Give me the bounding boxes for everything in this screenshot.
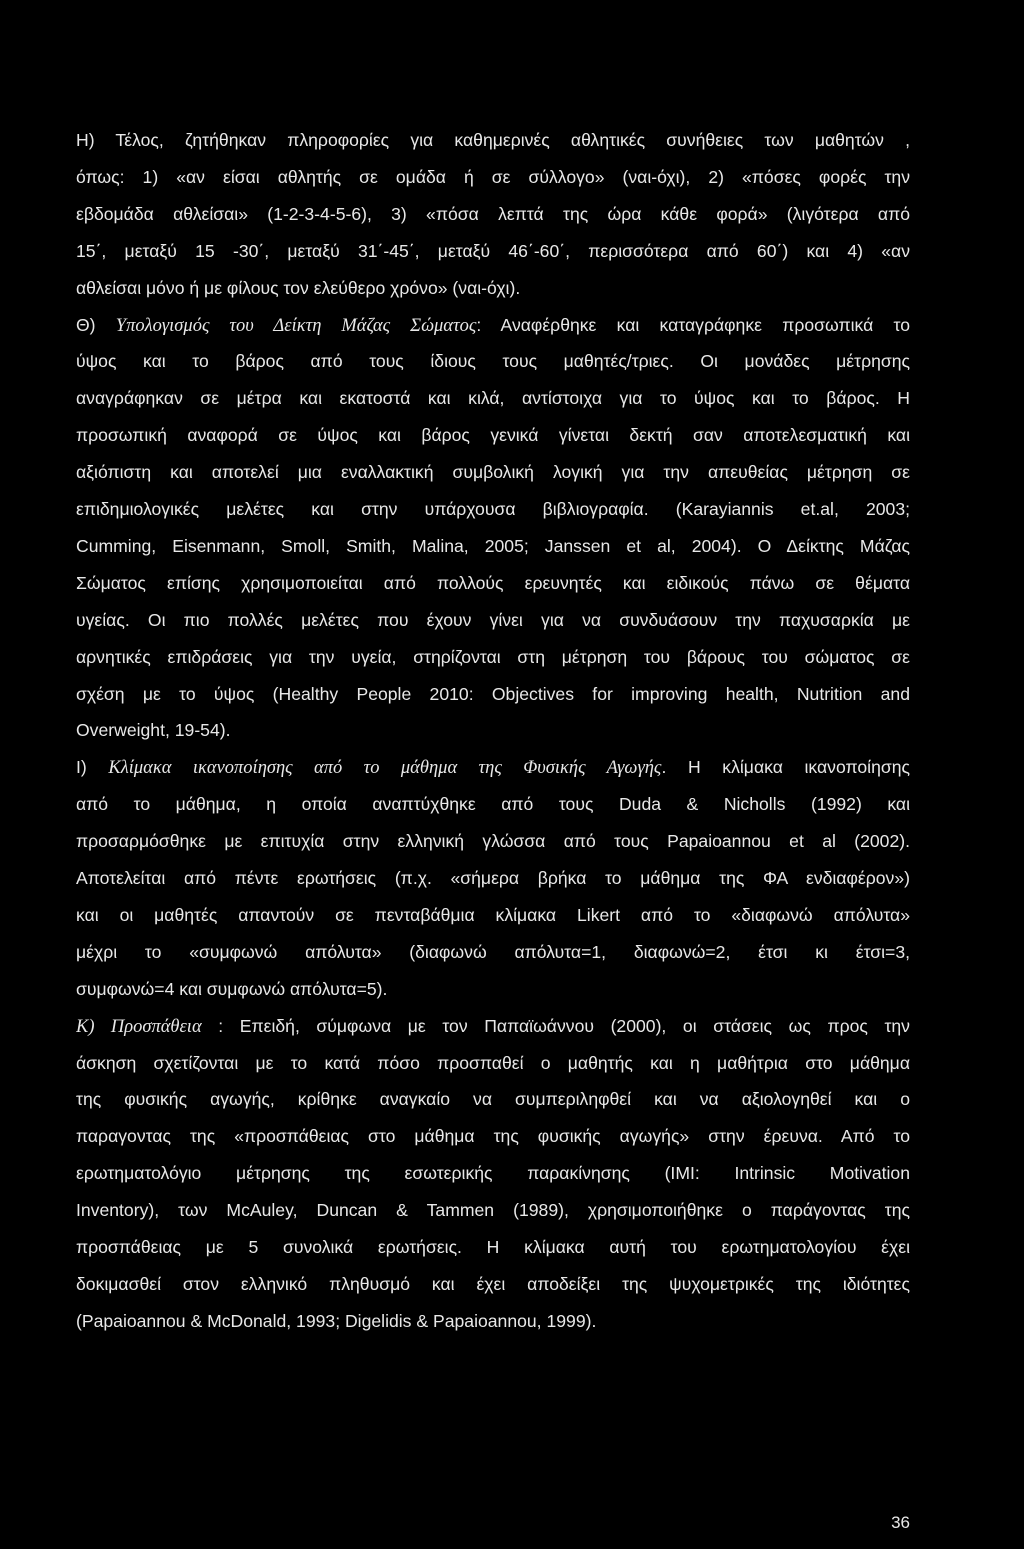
text-line xyxy=(76,971,910,1007)
text-line xyxy=(76,270,910,306)
text-segment: αναγράφηκαν σε μέτρα και εκατοστά και κιλά, αντίστοιχα για το ύψος και το βάρος. Η xyxy=(76,388,910,408)
text-segment: : Αναφέρθηκε και καταγράφηκε προσωπικά το xyxy=(476,315,910,335)
text-segment: προσπάθειας με 5 συνολικά ερωτήσεις. Η κλίμακα αυτή του ερωτηματολογίου έχει xyxy=(76,1237,910,1257)
text-segment: ερωτηματολόγιο μέτρησης της εσωτερικής παρακίνησης (IMI: Intrinsic Motivation xyxy=(76,1163,910,1183)
text-segment: προσαρμόσθηκε με επιτυχία στην ελληνική γλώσσα από τους Papaioannou et al (2002). xyxy=(76,831,910,851)
text-line xyxy=(76,712,910,748)
italic-heading-text: Κ) Προσπάθεια xyxy=(76,1017,202,1037)
text-segment: Αποτελείται από πέντε ερωτήσεις (π.χ. «σήμερα βρήκα το μάθημα της ΦΑ ενδιαφέρον») xyxy=(76,868,910,888)
text-segment: παραγοντας της «προσπάθειας στο μάθημα της φυσικής αγωγής» στην έρευνα. Από το xyxy=(76,1126,910,1146)
text-line xyxy=(76,491,910,527)
text-segment: δοκιμασθεί στον ελληνικό πληθυσμό και έχει αποδείξει της ψυχομετρικές της ιδιότητες xyxy=(76,1274,910,1294)
text-line xyxy=(76,934,910,970)
text-segment: . Η κλίμακα ικανοποίησης xyxy=(661,757,910,777)
text-line xyxy=(76,1303,910,1339)
text-segment: όπως: 1) «αν είσαι αθλητής σε ομάδα ή σε σύλλογο» (ναι-όχι), 2) «πόσες φορές την xyxy=(76,167,910,187)
text-segment: 15΄, μεταξύ 15 -30΄, μεταξύ 31΄-45΄, μεταξύ 46΄-60΄, περισσότερα από 60΄) και 4) «αν xyxy=(76,241,910,261)
text-line xyxy=(76,602,910,638)
text-segment: αθλείσαι μόνο ή με φίλους τον ελεύθερο χρόνο» (ναι-όχι). xyxy=(76,278,521,298)
page-number: 36 xyxy=(891,1513,910,1532)
text-segment: (Papaioannou & McDonald, 1993; Digelidis & Papaioannou, 1999). xyxy=(76,1311,597,1331)
text-segment: υγείας. Οι πιο πολλές μελέτες που έχουν γίνει για να συνδυάσουν την παχυσαρκία με xyxy=(76,610,910,630)
text-line xyxy=(76,196,910,232)
text-segment: προσωπική αναφορά σε ύψος και βάρος γενικά γίνεται δεκτή σαν αποτελεσματική και xyxy=(76,425,910,445)
text-segment: και οι μαθητές απαντούν σε πενταβάθμια κλίμακα Likert από το «διαφωνώ απόλυτα» xyxy=(76,905,910,925)
text-segment: Ι) xyxy=(76,757,109,777)
text-segment: άσκηση σχετίζονται με το κατά πόσο προσπαθεί ο μαθητής και η μαθήτρια στο μάθημα xyxy=(76,1053,910,1073)
text-line xyxy=(76,233,910,269)
text-line xyxy=(76,528,910,564)
text-segment: εβδομάδα αθλείσαι» (1-2-3-4-5-6), 3) «πόσα λεπτά της ώρα κάθε φορά» (λιγότερα από xyxy=(76,204,910,224)
text-line xyxy=(76,1229,910,1265)
text-line xyxy=(76,676,910,712)
text-line xyxy=(76,860,910,896)
text-segment: επιδημιολογικές μελέτες και στην υπάρχουσα βιβλιογραφία. (Karayiannis et.al, 2003; xyxy=(76,499,910,519)
text-segment: : Επειδή, σύμφωνα με τον Παπαϊωάννου (2000), οι στάσεις ως προς την xyxy=(201,1016,910,1036)
text-line xyxy=(76,749,910,785)
text-line xyxy=(76,823,910,859)
text-segment: Η) Τέλος, ζητήθηκαν πληροφορίες για καθημερινές αθλητικές συνήθειες των μαθητών , xyxy=(76,130,910,150)
text-line xyxy=(76,1081,910,1117)
italic-heading-text: Υπολογισμός του Δείκτη Μάζας Σώματος xyxy=(115,316,477,336)
text-segment: μέχρι το «συμφωνώ απόλυτα» (διαφωνώ απόλυτα=1, διαφωνώ=2, έτσι κι έτσι=3, xyxy=(76,942,910,962)
text-segment: Overweight, 19-54). xyxy=(76,720,231,740)
text-segment: αρνητικές επιδράσεις για την υγεία, στηρίζονται στη μέτρηση του βάρους του σώματος σε xyxy=(76,647,910,667)
text-line xyxy=(76,307,910,343)
text-line xyxy=(76,343,910,379)
text-line xyxy=(76,786,910,822)
text-segment: της φυσικής αγωγής, κρίθηκε αναγκαίο να συμπεριληφθεί και να αξιολογηθεί και ο xyxy=(76,1089,910,1109)
text-line xyxy=(76,1045,910,1081)
text-segment: Θ) xyxy=(76,315,116,335)
text-line xyxy=(76,380,910,416)
text-segment: Σώματος επίσης χρησιμοποιείται από πολλούς ερευνητές και ειδικούς πάνω σε θέματα xyxy=(76,573,910,593)
text-line xyxy=(76,417,910,453)
text-segment: Cumming, Eisenmann, Smoll, Smith, Malina, 2005; Janssen et al, 2004). Ο Δείκτης Μάζας xyxy=(76,536,910,556)
text-segment: Inventory), των McAuley, Duncan & Tammen (1989), χρησιμοποιήθηκε ο παράγοντας της xyxy=(76,1200,910,1220)
text-line xyxy=(76,565,910,601)
text-segment: από το μάθημα, η οποία αναπτύχθηκε από τους Duda & Nicholls (1992) και xyxy=(76,794,910,814)
text-line xyxy=(76,1008,910,1044)
text-segment: συμφωνώ=4 και συμφωνώ απόλυτα=5). xyxy=(76,979,388,999)
text-line xyxy=(76,122,910,158)
text-line xyxy=(76,1118,910,1154)
text-line xyxy=(76,897,910,933)
text-segment: ύψος και το βάρος από τους ίδιους τους μαθητές/τριες. Οι μονάδες μέτρησης xyxy=(76,351,910,371)
text-line xyxy=(76,1192,910,1228)
text-segment: αξιόπιστη και αποτελεί μια εναλλακτική συμβολική λογική για την απευθείας μέτρηση σε xyxy=(76,462,910,482)
text-line xyxy=(76,159,910,195)
text-line xyxy=(76,1155,910,1191)
text-line xyxy=(76,454,910,490)
text-segment: σχέση με το ύψος (Healthy People 2010: Objectives for improving health, Nutrition and xyxy=(76,684,910,704)
text-line xyxy=(76,1266,910,1302)
text-line xyxy=(76,639,910,675)
italic-heading-text: Κλίμακα ικανοποίησης από το μάθημα της Φυσικής Αγωγής xyxy=(108,758,662,778)
